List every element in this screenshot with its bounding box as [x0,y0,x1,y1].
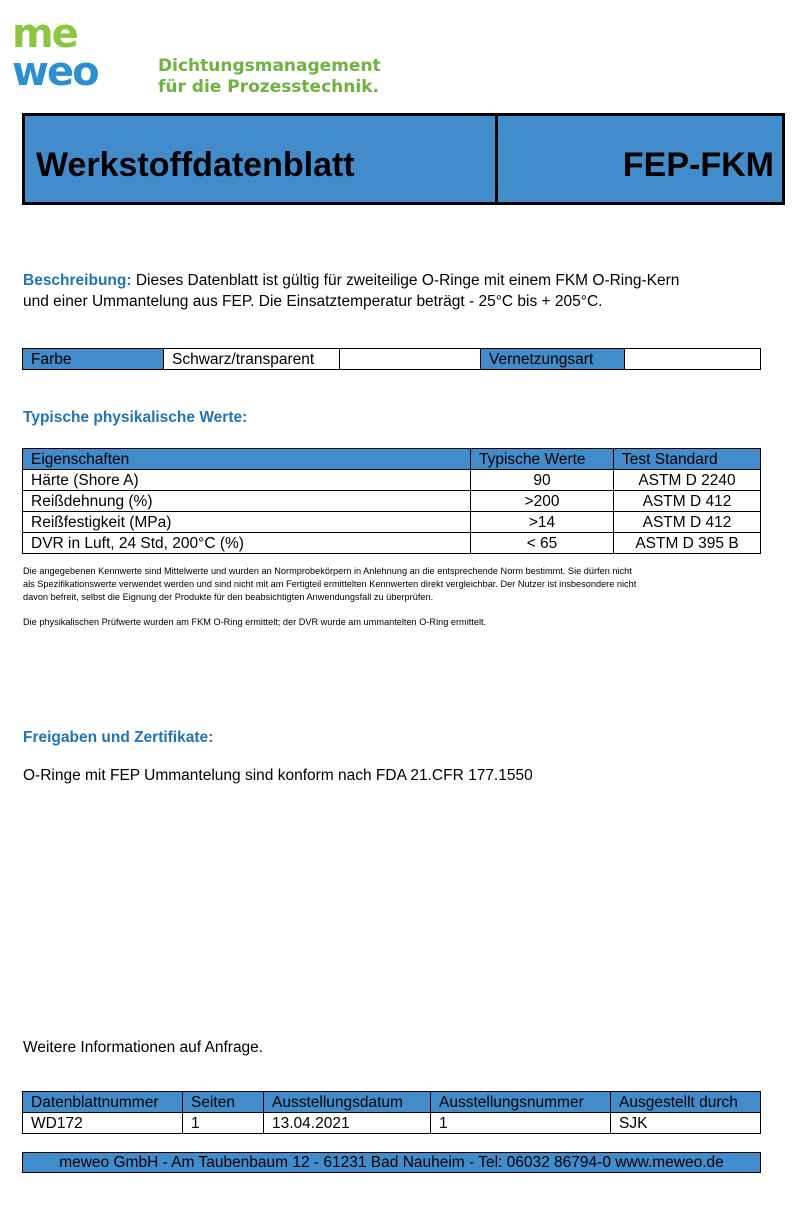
value-cell: 90 [471,470,614,491]
col-typische-werte: Typische Werte [471,449,614,470]
description [23,270,679,312]
value-cell: >14 [471,512,614,533]
disclaimer [23,565,763,604]
disclaimer-line-1: Die angegebenen Kennwerte sind Mittelwerte und wurden an Normprobekörpern in Anlehnung an die entsprechende Norm bestimmt. Sie dürfen nicht [23,566,632,576]
ausstellungsdatum-value: 13.04.2021 [264,1113,431,1134]
physical-header-row [23,449,761,470]
vernetzung-label: Vernetzungsart [481,349,625,370]
table-row [23,491,761,512]
property-cell: Härte (Shore A) [23,470,471,491]
physical-table [22,448,761,554]
logo-tagline [158,56,381,98]
doc-header-row [23,1092,761,1113]
approvals-heading: Freigaben und Zertifikate: [23,729,214,746]
col-eigenschaften: Eigenschaften [23,449,471,470]
color-table [22,348,761,370]
company-logo [12,11,392,98]
vernetzung-value [625,349,761,370]
ausstellungsnummer-value: 1 [431,1113,611,1134]
description-text-1: Dieses Datenblatt ist gültig für zweiteilige O-Ringe mit einem FKM O-Ring-Kern [131,272,680,289]
document-title: Werkstoffdatenblatt [36,146,355,184]
company-footer: meweo GmbH - Am Taubenbaum 12 - 61231 Bad Nauheim - Tel: 06032 86794-0 www.meweo.de [22,1152,761,1173]
property-cell: DVR in Luft, 24 Std, 200°C (%) [23,533,471,554]
seiten-value: 1 [183,1113,264,1134]
property-cell: Reißdehnung (%) [23,491,471,512]
test-note: Die physikalischen Prüfwerte wurden am FKM O-Ring ermittelt; der DVR wurde am ummantelten O-Ring ermittelt. [23,617,487,627]
title-bar [22,113,785,205]
disclaimer-line-2: als Spezifikationswerte verwendet werden und sind nicht mit am Fertigteil ermittelten Kennwerten direkt vergleichbar. Der Nutzer ist insbesondere nicht [23,579,637,589]
document-info-table [22,1091,761,1134]
col-ausstellungsdatum: Ausstellungsdatum [264,1092,431,1113]
standard-cell: ASTM D 2240 [614,470,761,491]
table-row [23,470,761,491]
datenblattnummer-value: WD172 [23,1113,183,1134]
standard-cell: ASTM D 395 B [614,533,761,554]
table-row [23,533,761,554]
col-test-standard: Test Standard [614,449,761,470]
table-row [23,512,761,533]
material-code: FEP-FKM [622,146,774,184]
disclaimer-line-3: davon befreit, selbst die Eignung der Produkte für den beabsichtigten Anwendungsfall zu überprüfen. [23,592,434,602]
description-line-1 [23,270,679,291]
col-ausstellungsnummer: Ausstellungsnummer [431,1092,611,1113]
description-label: Beschreibung: [23,272,132,289]
more-info-text: Weitere Informationen auf Anfrage. [23,1039,264,1056]
col-datenblattnummer: Datenblattnummer [23,1092,183,1113]
title-divider [495,116,498,202]
meweo-logo-mark [12,11,140,98]
ausgestellt-durch-value: SJK [611,1113,761,1134]
empty-cell [340,349,481,370]
approvals-text: O-Ringe mit FEP Ummantelung sind konform nach FDA 21.CFR 177.1550 [23,767,533,784]
standard-cell: ASTM D 412 [614,512,761,533]
farbe-label: Farbe [23,349,164,370]
tagline-line-2: für die Prozesstechnik. [158,77,379,97]
tagline-line-1: Dichtungsmanagement [158,56,381,76]
standard-cell: ASTM D 412 [614,491,761,512]
farbe-value: Schwarz/transparent [164,349,340,370]
property-cell: Reißfestigkeit (MPa) [23,512,471,533]
col-ausgestellt-durch: Ausgestellt durch [611,1092,761,1113]
col-seiten: Seiten [183,1092,264,1113]
doc-value-row [23,1113,761,1134]
logo-text-weo: weo [12,49,98,95]
description-line-2: und einer Ummantelung aus FEP. Die Einsatztemperatur beträgt - 25°C bis + 205°C. [23,293,603,310]
value-cell: >200 [471,491,614,512]
logo-text-me: me [12,11,77,57]
value-cell: < 65 [471,533,614,554]
physical-heading: Typische physikalische Werte: [23,409,248,426]
